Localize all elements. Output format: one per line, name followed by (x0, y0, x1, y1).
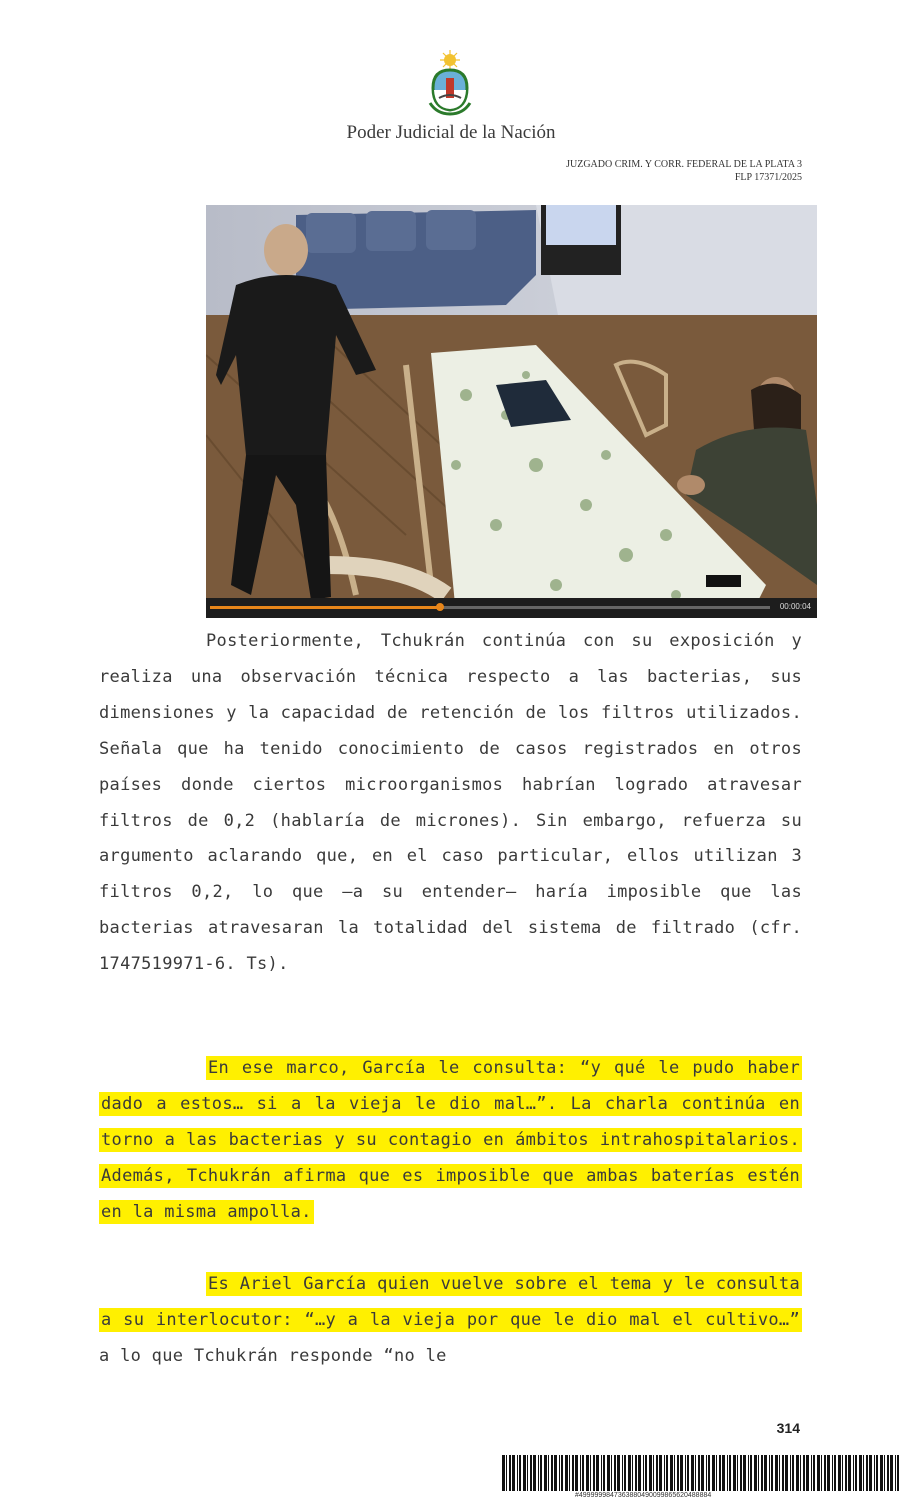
barcode-bar (754, 1455, 757, 1491)
barcode-bar (502, 1455, 505, 1491)
barcode-bar (653, 1455, 654, 1491)
barcode-number: #4999999847363880490099865620488884 (575, 1492, 712, 1499)
barcode-bar (895, 1455, 896, 1491)
paragraph-3 (99, 1267, 802, 1375)
barcode-bar (664, 1455, 665, 1491)
barcode-bar (733, 1455, 736, 1491)
barcode-bar (586, 1455, 589, 1491)
barcode-bar (775, 1455, 778, 1491)
barcode-bar (761, 1455, 763, 1491)
barcode-bar (559, 1455, 560, 1491)
barcode-bar (575, 1455, 578, 1491)
barcode-bar (659, 1455, 662, 1491)
barcode-bar (649, 1455, 652, 1491)
barcode-bar (785, 1455, 788, 1491)
barcode (500, 1455, 902, 1493)
barcode-bar (727, 1455, 728, 1491)
barcode-bar (706, 1455, 707, 1491)
barcode-bar (544, 1455, 547, 1491)
barcode-bar (838, 1455, 841, 1491)
barcode-bar (764, 1455, 767, 1491)
barcode-bar (811, 1455, 812, 1491)
barcode-bar (540, 1455, 542, 1491)
barcode-bar (572, 1455, 574, 1491)
barcode-bar (512, 1455, 515, 1491)
barcode-bar (548, 1455, 549, 1491)
barcode-bar (701, 1455, 704, 1491)
barcode-bar (890, 1455, 893, 1491)
barcode-bar (582, 1455, 584, 1491)
barcode-bar (817, 1455, 820, 1491)
video-progress-bar[interactable] (206, 598, 817, 618)
barcode-bar (743, 1455, 746, 1491)
barcode-bar (674, 1455, 675, 1491)
barcode-bar (687, 1455, 689, 1491)
barcode-bar (596, 1455, 599, 1491)
barcode-bar (859, 1455, 862, 1491)
barcode-bar (827, 1455, 830, 1491)
barcode-bar (590, 1455, 591, 1491)
barcode-bar (670, 1455, 673, 1491)
barcode-bar (554, 1455, 557, 1491)
barcode-bar (758, 1455, 759, 1491)
barcode-bar (824, 1455, 826, 1491)
highlighted-text: En ese marco, García le consulta: “y qué le pudo haber dado a estos… si a la vieja le dio mal…”. La charla continúa en torno a las bacterias y su contagio en ámbitos intrahospitalarios. Además, Tchukrán afirma que es imposible que ambas baterías estén en la misma ampolla. (101, 1058, 800, 1222)
barcode-bar (869, 1455, 872, 1491)
argentina-coat-of-arms-icon (425, 48, 475, 118)
barcode-bar (695, 1455, 696, 1491)
barcode-bar (632, 1455, 633, 1491)
barcode-bar (569, 1455, 570, 1491)
barcode-bar (580, 1455, 581, 1491)
barcode-bar (565, 1455, 568, 1491)
barcode-bar (803, 1455, 805, 1491)
barcode-bar (635, 1455, 637, 1491)
barcode-bar (719, 1455, 721, 1491)
barcode-bar (880, 1455, 883, 1491)
barcode-bar (853, 1455, 854, 1491)
barcode-bar (813, 1455, 815, 1491)
barcode-bar (611, 1455, 612, 1491)
barcode-bar (737, 1455, 738, 1491)
barcode-bar (740, 1455, 742, 1491)
barcode-bar (523, 1455, 526, 1491)
barcode-bar (698, 1455, 700, 1491)
barcode-bar (884, 1455, 885, 1491)
barcode-bar (506, 1455, 507, 1491)
barcode-bar (614, 1455, 616, 1491)
highlighted-text: Es Ariel García quien vuelve sobre el tema y le consulta a su interlocutor: “…y a la vieja por que le dio mal el cultivo…” (101, 1274, 800, 1330)
barcode-bar (790, 1455, 791, 1491)
barcode-bar (832, 1455, 833, 1491)
barcode-bar (624, 1455, 626, 1491)
barcode-bar (782, 1455, 784, 1491)
barcode-bar (691, 1455, 694, 1491)
barcode-bar (769, 1455, 770, 1491)
paragraph-1: Posteriormente, Tchukrán continúa con su exposición y realiza una observación técnica respecto a las bacterias, sus dimensiones y la capacidad de retención de los filtros utilizados. Señala que ha tenido conocimiento de casos registrados en otros países donde ciertos microorganismos habrían logrado atravesar filtros de 0,2 (hablaría de micrones). Sin embargo, refuerza su argumento aclarando que, en el caso particular, ellos utilizan 3 filtros 0,2, lo que —a su entender— haría imposible que las bacterias atravesaran la totalidad del sistema de filtrado (cfr. 1747519971-6. Ts). (99, 631, 802, 975)
barcode-bar (538, 1455, 539, 1491)
barcode-bar (779, 1455, 780, 1491)
paragraph-2 (99, 1051, 802, 1231)
barcode-bar (708, 1455, 710, 1491)
barcode-bar (638, 1455, 641, 1491)
case-number: FLP 17371/2025 (734, 172, 802, 183)
barcode-bar (750, 1455, 752, 1491)
barcode-bar (771, 1455, 773, 1491)
progress-handle[interactable] (436, 603, 444, 611)
barcode-bar (656, 1455, 658, 1491)
barcode-bar (527, 1455, 528, 1491)
barcode-bar (800, 1455, 801, 1491)
barcode-bar (821, 1455, 822, 1491)
barcode-bar (874, 1455, 875, 1491)
video-timestamp: 00:00:04 (779, 602, 811, 611)
organization-title: Poder Judicial de la Nación (346, 122, 556, 143)
barcode-bar (685, 1455, 686, 1491)
paragraph-3-rest: a lo que Tchukrán responde “no le (99, 1345, 447, 1366)
barcode-bar (729, 1455, 731, 1491)
barcode-bar (622, 1455, 623, 1491)
barcode-bar (748, 1455, 749, 1491)
barcode-bar (607, 1455, 610, 1491)
barcode-bar (643, 1455, 644, 1491)
progress-track[interactable] (210, 606, 770, 609)
progress-fill (210, 606, 440, 609)
barcode-bar (561, 1455, 563, 1491)
barcode-bar (863, 1455, 864, 1491)
barcode-bar (593, 1455, 595, 1491)
barcode-bar (722, 1455, 725, 1491)
barcode-bar (519, 1455, 521, 1491)
barcode-bar (551, 1455, 553, 1491)
barcode-bar (645, 1455, 647, 1491)
court-header (566, 158, 802, 184)
barcode-bar (530, 1455, 532, 1491)
barcode-bar (876, 1455, 878, 1491)
barcode-bar (866, 1455, 868, 1491)
barcode-bar (848, 1455, 851, 1491)
barcode-bar (834, 1455, 836, 1491)
barcode-bar (792, 1455, 794, 1491)
barcode-bar (677, 1455, 679, 1491)
video-still (206, 205, 817, 618)
barcode-bar (680, 1455, 683, 1491)
barcode-bar (855, 1455, 857, 1491)
barcode-bar (601, 1455, 602, 1491)
barcode-bar (796, 1455, 799, 1491)
barcode-bar (617, 1455, 620, 1491)
barcode-bar (842, 1455, 843, 1491)
barcode-bar (628, 1455, 631, 1491)
barcode-bar (806, 1455, 809, 1491)
page-number: 314 (776, 1420, 800, 1436)
barcode-bar (666, 1455, 668, 1491)
barcode-bar (712, 1455, 715, 1491)
barcode-bar (887, 1455, 889, 1491)
barcode-bar (603, 1455, 605, 1491)
court-name: JUZGADO CRIM. Y CORR. FEDERAL DE LA PLATA 3 (566, 159, 802, 170)
barcode-bar (845, 1455, 847, 1491)
barcode-bar (533, 1455, 536, 1491)
barcode-bar (517, 1455, 518, 1491)
barcode-bar (897, 1455, 899, 1491)
barcode-bar (509, 1455, 511, 1491)
barcode-bar (716, 1455, 717, 1491)
